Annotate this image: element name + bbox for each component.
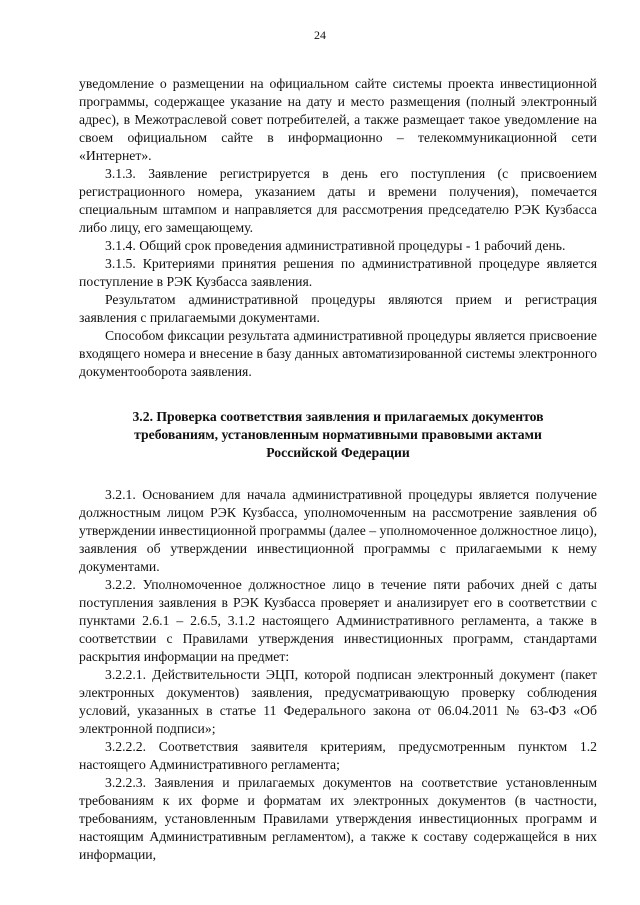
page-number: 24: [314, 28, 326, 42]
paragraph-3-1-3: 3.1.3. Заявление регистрируется в день его поступления (с присвоением регистрационного номера, указанием даты и времени получения), помечается специальным штампом и направляется для рассмотрения председателю РЭК Кузбасса либо лицу, его замещающему.: [79, 166, 597, 235]
paragraph-3-1-4: 3.1.4. Общий срок проведения административной процедуры - 1 рабочий день.: [105, 238, 566, 253]
paragraph-3-2-1: 3.2.1. Основанием для начала административной процедуры является получение должностным лицом РЭК Кузбасса, уполномоченным на рассмотрение заявления об утверждении инвестиционной программы (далее – уполномоченное должностное лицо), заявления об утверждении инвестиционной программы с прилагаемыми к нему документами.: [79, 487, 597, 574]
paragraph-3-1-5: 3.1.5. Критериями принятия решения по административной процедуре является поступление в РЭК Кузбасса заявления.: [79, 256, 597, 289]
paragraph-3-2-2-3: 3.2.2.3. Заявления и прилагаемых документов на соответствие установленным требованиям к их форме и форматам их электронных документов (в частности, требованиям, установленным Правилами утверждения инвестиционных программ и настоящим Административным регламентом), а также к составу содержащейся в них информации,: [79, 775, 597, 862]
paragraph-3-2-2: 3.2.2. Уполномоченное должностное лицо в течение пяти рабочих дней с даты поступления заявления в РЭК Кузбасса проверяет и анализирует его в соответствии с пунктами 2.6.1 – 2.6.5, 3.1.2 настоящего Административного регламента, а также в соответствии с Правилами утверждения инвестиционных программ, стандартами раскрытия информации на предмет:: [79, 577, 597, 664]
paragraph-3-2-2-1: 3.2.2.1. Действительности ЭЦП, которой подписан электронный документ (пакет электронных документов) заявления, предусматривающую проверку соблюдения условий, указанных в статье 11 Федерального закона от 06.04.2011 № 63-ФЗ «Об электронной подписи»;: [79, 667, 597, 736]
section-heading-line: Российской Федерации: [266, 445, 410, 460]
document-body: [79, 75, 597, 864]
paragraph-result: Результатом административной процедуры являются прием и регистрация заявления с прилагаемыми документами.: [79, 292, 597, 325]
paragraph-notice-continuation: уведомление о размещении на официальном сайте системы проекта инвестиционной программы, содержащее указание на дату и место размещения (полный электронный адрес), в Межотраслевой совет потребителей, а также размещает такое уведомление на своем официальном сайте в информационно – телекоммуникационной сети «Интернет».: [79, 76, 597, 163]
section-heading-line: требованиям, установленным нормативными правовыми актами: [134, 427, 542, 442]
section-heading-3-2: [79, 408, 597, 462]
paragraph-fixation-method: Способом фиксации результата административной процедуры является присвоение входящего номера и внесение в базу данных автоматизированной системы электронного документооборота заявления.: [79, 328, 597, 379]
paragraph-3-2-2-2: 3.2.2.2. Соответствия заявителя критериям, предусмотренным пунктом 1.2 настоящего Административного регламента;: [79, 739, 597, 772]
section-heading-line: 3.2. Проверка соответствия заявления и прилагаемых документов: [132, 409, 544, 424]
